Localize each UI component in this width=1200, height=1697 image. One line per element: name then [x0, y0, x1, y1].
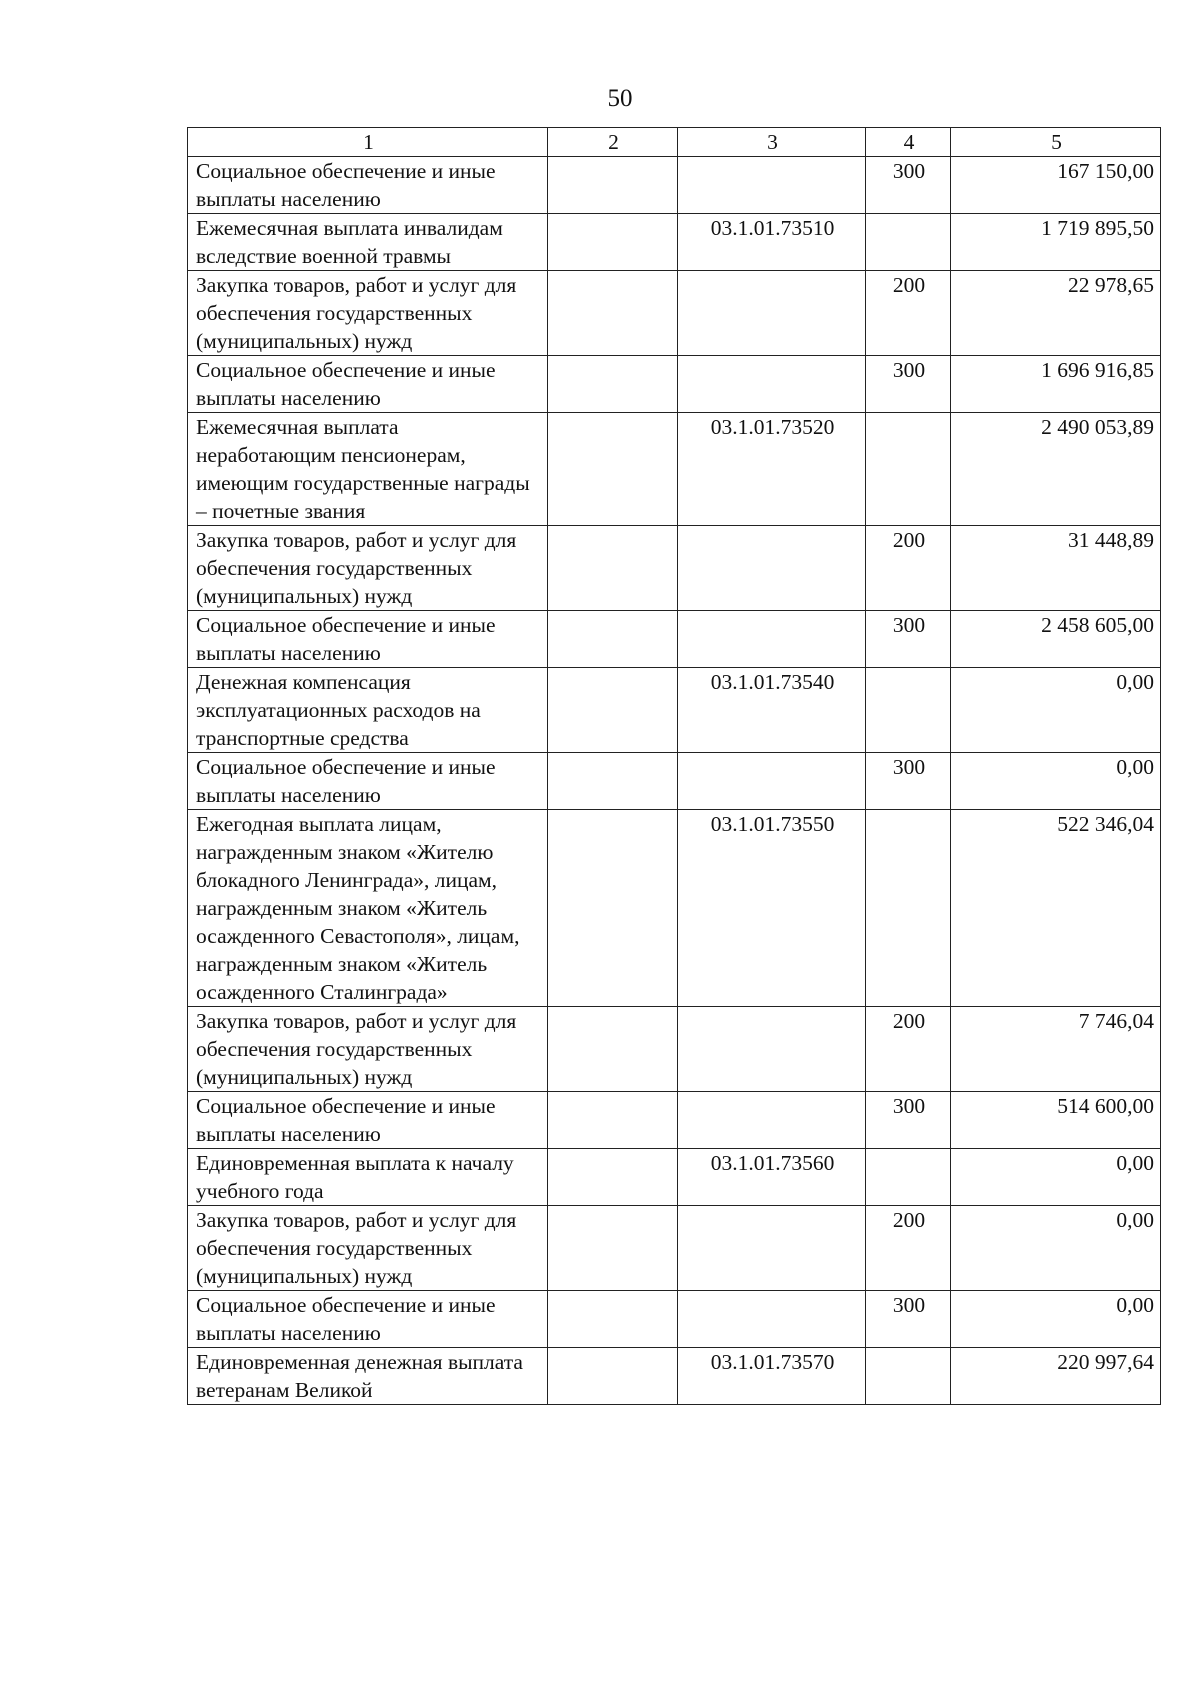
- table-row: [188, 1291, 1161, 1348]
- amount-cell: 522 346,04: [951, 810, 1161, 1007]
- code-cell: 03.1.01.73510: [678, 214, 866, 271]
- code-cell: [678, 271, 866, 356]
- header-cell: 2: [548, 128, 678, 157]
- table-row: [188, 214, 1161, 271]
- expense-type-cell: [866, 668, 951, 753]
- expense-type-cell: 300: [866, 611, 951, 668]
- amount-cell: 2 458 605,00: [951, 611, 1161, 668]
- table-row: [188, 1149, 1161, 1206]
- code-cell: 03.1.01.73560: [678, 1149, 866, 1206]
- name-cell: Единовременная денежная выплата ветеранам Великой: [188, 1348, 548, 1405]
- name-cell: Закупка товаров, работ и услуг для обеспечения государственных (муниципальных) нужд: [188, 271, 548, 356]
- code-cell: [678, 157, 866, 214]
- name-cell: Ежемесячная выплата инвалидам вследствие военной травмы: [188, 214, 548, 271]
- amount-cell: 0,00: [951, 1206, 1161, 1291]
- table-row: [188, 356, 1161, 413]
- table-row: [188, 810, 1161, 1007]
- table-row: [188, 157, 1161, 214]
- name-cell: Закупка товаров, работ и услуг для обеспечения государственных (муниципальных) нужд: [188, 1206, 548, 1291]
- code-cell: [678, 611, 866, 668]
- header-cell: 3: [678, 128, 866, 157]
- amount-cell: 0,00: [951, 753, 1161, 810]
- amount-cell: 31 448,89: [951, 526, 1161, 611]
- empty-cell: [548, 214, 678, 271]
- code-cell: [678, 526, 866, 611]
- name-cell: Социальное обеспечение и иные выплаты населению: [188, 157, 548, 214]
- table-row: [188, 413, 1161, 526]
- name-cell: Социальное обеспечение и иные выплаты населению: [188, 356, 548, 413]
- header-cell: 5: [951, 128, 1161, 157]
- empty-cell: [548, 1348, 678, 1405]
- amount-cell: 220 997,64: [951, 1348, 1161, 1405]
- empty-cell: [548, 271, 678, 356]
- name-cell: Социальное обеспечение и иные выплаты населению: [188, 1291, 548, 1348]
- empty-cell: [548, 611, 678, 668]
- code-cell: 03.1.01.73550: [678, 810, 866, 1007]
- code-cell: [678, 753, 866, 810]
- expense-type-cell: 300: [866, 1291, 951, 1348]
- empty-cell: [548, 1206, 678, 1291]
- expense-type-cell: 200: [866, 1206, 951, 1291]
- table-row: [188, 753, 1161, 810]
- table-body: [188, 157, 1161, 1405]
- code-cell: [678, 1206, 866, 1291]
- empty-cell: [548, 356, 678, 413]
- code-cell: 03.1.01.73540: [678, 668, 866, 753]
- code-cell: [678, 1291, 866, 1348]
- expense-type-cell: 300: [866, 753, 951, 810]
- expense-type-cell: 200: [866, 1007, 951, 1092]
- table-row: [188, 1007, 1161, 1092]
- amount-cell: 1 696 916,85: [951, 356, 1161, 413]
- amount-cell: 0,00: [951, 668, 1161, 753]
- amount-cell: 167 150,00: [951, 157, 1161, 214]
- page-number: 50: [607, 85, 633, 112]
- expense-type-cell: 200: [866, 526, 951, 611]
- table-row: [188, 526, 1161, 611]
- empty-cell: [548, 157, 678, 214]
- table-row: [188, 1348, 1161, 1405]
- table-row: [188, 611, 1161, 668]
- code-cell: 03.1.01.73520: [678, 413, 866, 526]
- empty-cell: [548, 668, 678, 753]
- name-cell: Ежегодная выплата лицам, награжденным знаком «Жителю блокадного Ленинграда», лицам, награжденным знаком «Житель осажденного Севастополя», лицам, награжденным знаком «Житель осажденного Сталинграда»: [188, 810, 548, 1007]
- code-cell: [678, 356, 866, 413]
- name-cell: Ежемесячная выплата неработающим пенсионерам, имеющим государственные награды – почетные звания: [188, 413, 548, 526]
- header-cell: 1: [188, 128, 548, 157]
- header-row: [188, 128, 1161, 157]
- name-cell: Закупка товаров, работ и услуг для обеспечения государственных (муниципальных) нужд: [188, 1007, 548, 1092]
- expense-type-cell: 300: [866, 1092, 951, 1149]
- table-row: [188, 271, 1161, 356]
- expense-type-cell: [866, 1348, 951, 1405]
- name-cell: Закупка товаров, работ и услуг для обеспечения государственных (муниципальных) нужд: [188, 526, 548, 611]
- amount-cell: 514 600,00: [951, 1092, 1161, 1149]
- table-row: [188, 668, 1161, 753]
- name-cell: Социальное обеспечение и иные выплаты населению: [188, 753, 548, 810]
- empty-cell: [548, 753, 678, 810]
- amount-cell: 0,00: [951, 1291, 1161, 1348]
- amount-cell: 2 490 053,89: [951, 413, 1161, 526]
- header-cell: 4: [866, 128, 951, 157]
- expense-type-cell: [866, 413, 951, 526]
- amount-cell: 1 719 895,50: [951, 214, 1161, 271]
- name-cell: Единовременная выплата к началу учебного года: [188, 1149, 548, 1206]
- expense-type-cell: [866, 214, 951, 271]
- empty-cell: [548, 810, 678, 1007]
- empty-cell: [548, 1007, 678, 1092]
- table-row: [188, 1092, 1161, 1149]
- empty-cell: [548, 1149, 678, 1206]
- empty-cell: [548, 1092, 678, 1149]
- amount-cell: 0,00: [951, 1149, 1161, 1206]
- expense-type-cell: 300: [866, 157, 951, 214]
- name-cell: Социальное обеспечение и иные выплаты населению: [188, 611, 548, 668]
- empty-cell: [548, 413, 678, 526]
- amount-cell: 7 746,04: [951, 1007, 1161, 1092]
- code-cell: [678, 1092, 866, 1149]
- name-cell: Денежная компенсация эксплуатационных расходов на транспортные средства: [188, 668, 548, 753]
- amount-cell: 22 978,65: [951, 271, 1161, 356]
- expense-type-cell: 200: [866, 271, 951, 356]
- table-row: [188, 1206, 1161, 1291]
- budget-table: [187, 127, 1161, 1405]
- expense-type-cell: [866, 1149, 951, 1206]
- empty-cell: [548, 526, 678, 611]
- name-cell: Социальное обеспечение и иные выплаты населению: [188, 1092, 548, 1149]
- expense-type-cell: [866, 810, 951, 1007]
- expense-type-cell: 300: [866, 356, 951, 413]
- empty-cell: [548, 1291, 678, 1348]
- code-cell: [678, 1007, 866, 1092]
- code-cell: 03.1.01.73570: [678, 1348, 866, 1405]
